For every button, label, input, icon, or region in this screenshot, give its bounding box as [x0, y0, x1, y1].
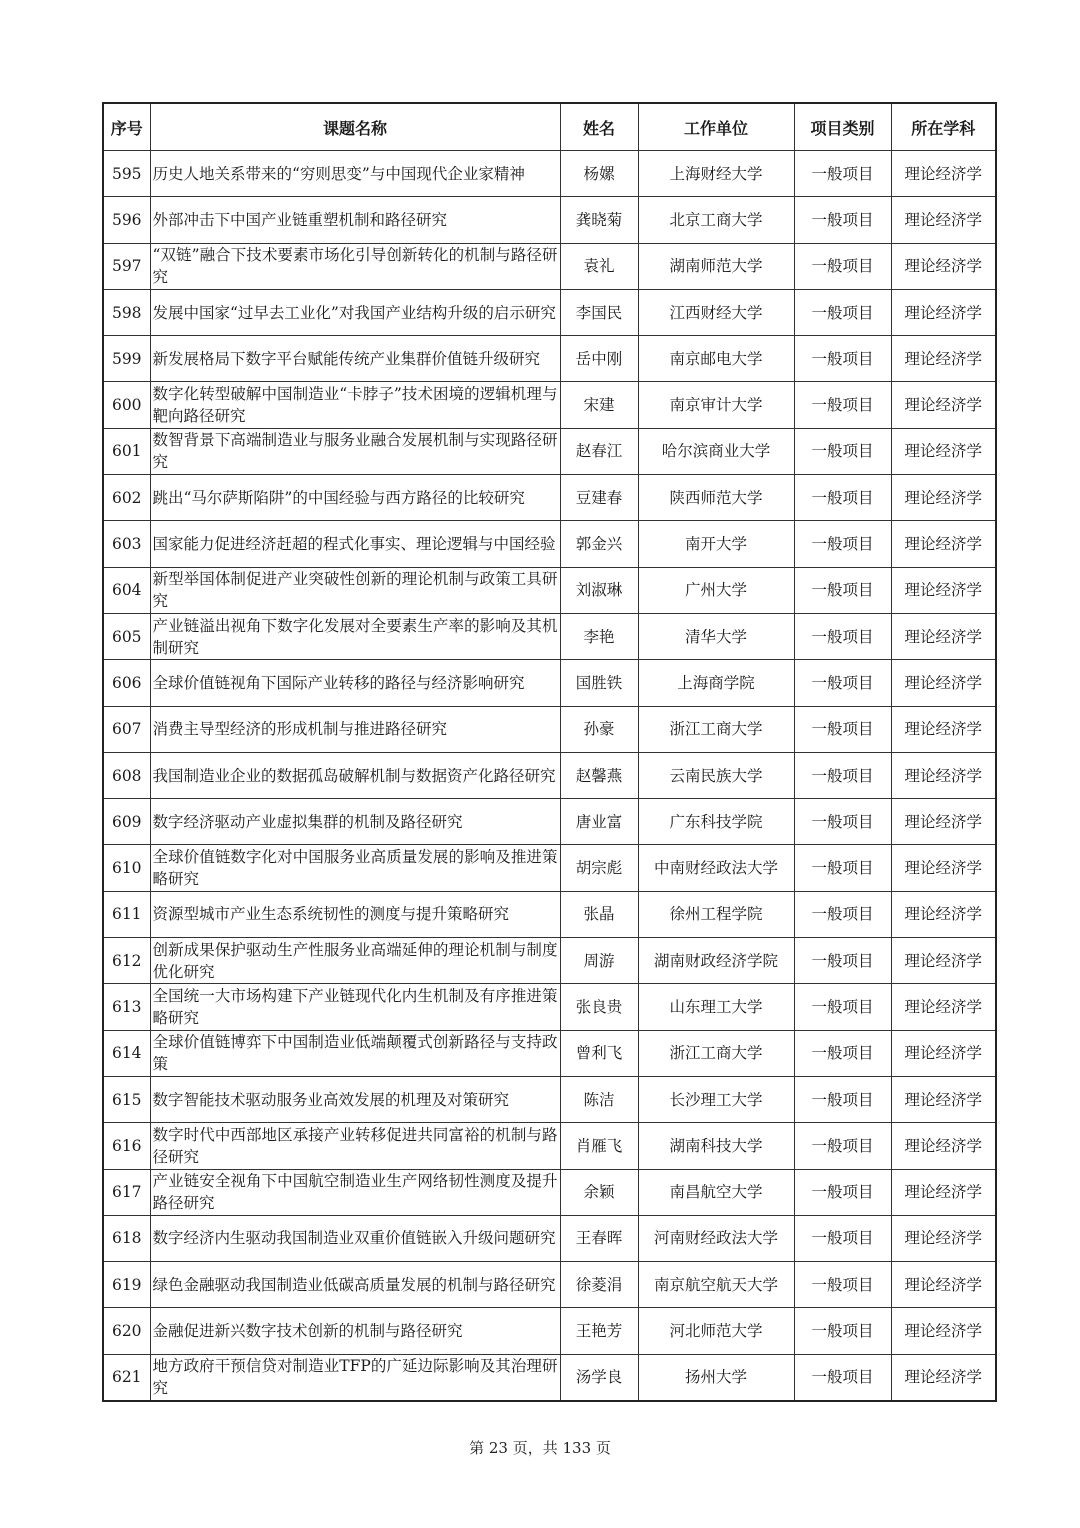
cell-name: 张晶 [560, 891, 638, 937]
cell-unit: 徐州工程学院 [638, 891, 794, 937]
cell-name: 余颖 [560, 1169, 638, 1215]
table-row [103, 151, 996, 197]
header-title: 课题名称 [150, 103, 560, 151]
cell-type: 一般项目 [794, 336, 891, 382]
table-row [103, 382, 996, 428]
cell-unit: 上海商学院 [638, 660, 794, 706]
cell-name: 汤学良 [560, 1354, 638, 1400]
cell-title: 跳出“马尔萨斯陷阱”的中国经验与西方路径的比较研究 [150, 475, 560, 521]
cell-type: 一般项目 [794, 706, 891, 752]
cell-num: 616 [103, 1123, 150, 1169]
table-row [103, 567, 996, 613]
table-row [103, 1262, 996, 1308]
cell-unit: 湖南师范大学 [638, 243, 794, 289]
cell-name: 国胜铁 [560, 660, 638, 706]
cell-name: 王艳芳 [560, 1308, 638, 1354]
cell-num: 615 [103, 1076, 150, 1122]
table-row [103, 1123, 996, 1169]
table-row [103, 799, 996, 845]
cell-unit: 陕西师范大学 [638, 475, 794, 521]
cell-name: 刘淑琳 [560, 567, 638, 613]
cell-name: 宋建 [560, 382, 638, 428]
cell-title: 全国统一大市场构建下产业链现代化内生机制及有序推进策略研究 [150, 984, 560, 1030]
cell-subject: 理论经济学 [891, 1030, 996, 1076]
cell-subject: 理论经济学 [891, 984, 996, 1030]
cell-title: 地方政府干预信贷对制造业TFP的广延边际影响及其治理研究 [150, 1354, 560, 1400]
cell-title: 新型举国体制促进产业突破性创新的理论机制与政策工具研究 [150, 567, 560, 613]
cell-type: 一般项目 [794, 197, 891, 243]
cell-unit: 南京航空航天大学 [638, 1262, 794, 1308]
cell-subject: 理论经济学 [891, 706, 996, 752]
cell-subject: 理论经济学 [891, 289, 996, 335]
cell-subject: 理论经济学 [891, 752, 996, 798]
cell-type: 一般项目 [794, 428, 891, 474]
cell-subject: 理论经济学 [891, 382, 996, 428]
cell-unit: 上海财经大学 [638, 151, 794, 197]
cell-num: 618 [103, 1215, 150, 1261]
cell-subject: 理论经济学 [891, 567, 996, 613]
cell-type: 一般项目 [794, 1215, 891, 1261]
cell-unit: 湖南科技大学 [638, 1123, 794, 1169]
cell-type: 一般项目 [794, 567, 891, 613]
cell-title: 创新成果保护驱动生产性服务业高端延伸的理论机制与制度优化研究 [150, 938, 560, 984]
cell-type: 一般项目 [794, 1169, 891, 1215]
cell-type: 一般项目 [794, 799, 891, 845]
cell-num: 603 [103, 521, 150, 567]
cell-name: 赵馨燕 [560, 752, 638, 798]
cell-name: 郭金兴 [560, 521, 638, 567]
cell-num: 609 [103, 799, 150, 845]
cell-title: “双链”融合下技术要素市场化引导创新转化的机制与路径研究 [150, 243, 560, 289]
header-type: 项目类别 [794, 103, 891, 151]
cell-num: 605 [103, 613, 150, 659]
cell-type: 一般项目 [794, 938, 891, 984]
table-row [103, 336, 996, 382]
cell-subject: 理论经济学 [891, 799, 996, 845]
table-row [103, 1215, 996, 1261]
cell-unit: 云南民族大学 [638, 752, 794, 798]
cell-subject: 理论经济学 [891, 1215, 996, 1261]
cell-title: 全球价值链数字化对中国服务业高质量发展的影响及推进策略研究 [150, 845, 560, 891]
cell-title: 数智背景下高端制造业与服务业融合发展机制与实现路径研究 [150, 428, 560, 474]
table-row [103, 938, 996, 984]
cell-title: 全球价值链视角下国际产业转移的路径与经济影响研究 [150, 660, 560, 706]
cell-num: 610 [103, 845, 150, 891]
cell-num: 608 [103, 752, 150, 798]
cell-type: 一般项目 [794, 984, 891, 1030]
cell-name: 周游 [560, 938, 638, 984]
cell-title: 金融促进新兴数字技术创新的机制与路径研究 [150, 1308, 560, 1354]
cell-unit: 南京邮电大学 [638, 336, 794, 382]
cell-type: 一般项目 [794, 382, 891, 428]
cell-subject: 理论经济学 [891, 521, 996, 567]
cell-unit: 江西财经大学 [638, 289, 794, 335]
cell-title: 全球价值链博弈下中国制造业低端颠覆式创新路径与支持政策 [150, 1030, 560, 1076]
table-row [103, 1076, 996, 1122]
cell-name: 豆建春 [560, 475, 638, 521]
cell-num: 614 [103, 1030, 150, 1076]
cell-num: 599 [103, 336, 150, 382]
cell-title: 数字化转型破解中国制造业“卡脖子”技术困境的逻辑机理与靶向路径研究 [150, 382, 560, 428]
cell-type: 一般项目 [794, 845, 891, 891]
cell-name: 李艳 [560, 613, 638, 659]
cell-title: 产业链安全视角下中国航空制造业生产网络韧性测度及提升路径研究 [150, 1169, 560, 1215]
cell-type: 一般项目 [794, 1308, 891, 1354]
cell-subject: 理论经济学 [891, 428, 996, 474]
header-unit: 工作单位 [638, 103, 794, 151]
cell-name: 李国民 [560, 289, 638, 335]
cell-num: 613 [103, 984, 150, 1030]
table-row [103, 521, 996, 567]
table-row [103, 475, 996, 521]
cell-subject: 理论经济学 [891, 336, 996, 382]
cell-subject: 理论经济学 [891, 475, 996, 521]
cell-name: 杨嫘 [560, 151, 638, 197]
cell-name: 龚晓菊 [560, 197, 638, 243]
cell-name: 胡宗彪 [560, 845, 638, 891]
cell-unit: 山东理工大学 [638, 984, 794, 1030]
cell-subject: 理论经济学 [891, 1308, 996, 1354]
cell-type: 一般项目 [794, 243, 891, 289]
cell-title: 历史人地关系带来的“穷则思变”与中国现代企业家精神 [150, 151, 560, 197]
cell-title: 消费主导型经济的形成机制与推进路径研究 [150, 706, 560, 752]
cell-title: 数字智能技术驱动服务业高效发展的机理及对策研究 [150, 1076, 560, 1122]
cell-unit: 南京审计大学 [638, 382, 794, 428]
cell-name: 孙豪 [560, 706, 638, 752]
cell-unit: 哈尔滨商业大学 [638, 428, 794, 474]
cell-name: 肖雁飞 [560, 1123, 638, 1169]
cell-subject: 理论经济学 [891, 660, 996, 706]
cell-num: 595 [103, 151, 150, 197]
cell-title: 产业链溢出视角下数字化发展对全要素生产率的影响及其机制研究 [150, 613, 560, 659]
cell-type: 一般项目 [794, 660, 891, 706]
cell-title: 绿色金融驱动我国制造业低碳高质量发展的机制与路径研究 [150, 1262, 560, 1308]
cell-unit: 河北师范大学 [638, 1308, 794, 1354]
cell-num: 611 [103, 891, 150, 937]
cell-unit: 中南财经政法大学 [638, 845, 794, 891]
cell-subject: 理论经济学 [891, 1354, 996, 1400]
cell-num: 620 [103, 1308, 150, 1354]
table-row [103, 613, 996, 659]
cell-subject: 理论经济学 [891, 938, 996, 984]
page-footer: 第 23 页，共 133 页 [469, 1439, 611, 1457]
header-subject: 所在学科 [891, 103, 996, 151]
table-row [103, 428, 996, 474]
cell-unit: 南昌航空大学 [638, 1169, 794, 1215]
cell-title: 外部冲击下中国产业链重塑机制和路径研究 [150, 197, 560, 243]
cell-subject: 理论经济学 [891, 197, 996, 243]
cell-type: 一般项目 [794, 289, 891, 335]
cell-title: 我国制造业企业的数据孤岛破解机制与数据资产化路径研究 [150, 752, 560, 798]
cell-title: 数字经济驱动产业虚拟集群的机制及路径研究 [150, 799, 560, 845]
cell-subject: 理论经济学 [891, 1123, 996, 1169]
cell-name: 王春晖 [560, 1215, 638, 1261]
cell-type: 一般项目 [794, 891, 891, 937]
table-row [103, 984, 996, 1030]
cell-type: 一般项目 [794, 1354, 891, 1400]
cell-title: 发展中国家“过早去工业化”对我国产业结构升级的启示研究 [150, 289, 560, 335]
cell-type: 一般项目 [794, 1076, 891, 1122]
cell-num: 621 [103, 1354, 150, 1400]
cell-unit: 浙江工商大学 [638, 706, 794, 752]
header-num: 序号 [103, 103, 150, 151]
cell-num: 604 [103, 567, 150, 613]
cell-name: 张良贵 [560, 984, 638, 1030]
cell-unit: 扬州大学 [638, 1354, 794, 1400]
cell-unit: 湖南财政经济学院 [638, 938, 794, 984]
cell-subject: 理论经济学 [891, 845, 996, 891]
cell-name: 徐菱涓 [560, 1262, 638, 1308]
header-row [103, 103, 996, 151]
cell-num: 612 [103, 938, 150, 984]
table-row [103, 660, 996, 706]
table-row [103, 891, 996, 937]
table-row [103, 845, 996, 891]
cell-name: 曾利飞 [560, 1030, 638, 1076]
cell-num: 598 [103, 289, 150, 335]
cell-num: 619 [103, 1262, 150, 1308]
cell-subject: 理论经济学 [891, 1076, 996, 1122]
cell-name: 陈洁 [560, 1076, 638, 1122]
cell-type: 一般项目 [794, 1123, 891, 1169]
cell-name: 唐业富 [560, 799, 638, 845]
cell-num: 596 [103, 197, 150, 243]
cell-unit: 清华大学 [638, 613, 794, 659]
cell-subject: 理论经济学 [891, 891, 996, 937]
cell-title: 新发展格局下数字平台赋能传统产业集群价值链升级研究 [150, 336, 560, 382]
cell-type: 一般项目 [794, 1030, 891, 1076]
cell-unit: 广州大学 [638, 567, 794, 613]
cell-num: 617 [103, 1169, 150, 1215]
table-row [103, 243, 996, 289]
cell-name: 赵春江 [560, 428, 638, 474]
cell-title: 资源型城市产业生态系统韧性的测度与提升策略研究 [150, 891, 560, 937]
table-row [103, 752, 996, 798]
cell-unit: 广东科技学院 [638, 799, 794, 845]
table-row [103, 1030, 996, 1076]
table-row [103, 706, 996, 752]
cell-type: 一般项目 [794, 151, 891, 197]
table-row [103, 1169, 996, 1215]
cell-unit: 浙江工商大学 [638, 1030, 794, 1076]
cell-type: 一般项目 [794, 613, 891, 659]
cell-type: 一般项目 [794, 521, 891, 567]
cell-name: 岳中刚 [560, 336, 638, 382]
cell-type: 一般项目 [794, 475, 891, 521]
cell-unit: 北京工商大学 [638, 197, 794, 243]
cell-num: 597 [103, 243, 150, 289]
cell-type: 一般项目 [794, 752, 891, 798]
cell-title: 国家能力促进经济赶超的程式化事实、理论逻辑与中国经验 [150, 521, 560, 567]
cell-name: 袁礼 [560, 243, 638, 289]
table-row [103, 1354, 996, 1400]
cell-subject: 理论经济学 [891, 243, 996, 289]
cell-num: 600 [103, 382, 150, 428]
cell-num: 602 [103, 475, 150, 521]
cell-num: 607 [103, 706, 150, 752]
header-name: 姓名 [560, 103, 638, 151]
cell-type: 一般项目 [794, 1262, 891, 1308]
cell-subject: 理论经济学 [891, 151, 996, 197]
table-row [103, 289, 996, 335]
table-row [103, 1308, 996, 1354]
table-row [103, 197, 996, 243]
cell-subject: 理论经济学 [891, 1262, 996, 1308]
project-table [102, 102, 997, 1402]
cell-unit: 长沙理工大学 [638, 1076, 794, 1122]
cell-title: 数字经济内生驱动我国制造业双重价值链嵌入升级问题研究 [150, 1215, 560, 1261]
cell-subject: 理论经济学 [891, 613, 996, 659]
cell-title: 数字时代中西部地区承接产业转移促进共同富裕的机制与路径研究 [150, 1123, 560, 1169]
cell-unit: 河南财经政法大学 [638, 1215, 794, 1261]
cell-num: 601 [103, 428, 150, 474]
cell-subject: 理论经济学 [891, 1169, 996, 1215]
cell-num: 606 [103, 660, 150, 706]
cell-unit: 南开大学 [638, 521, 794, 567]
